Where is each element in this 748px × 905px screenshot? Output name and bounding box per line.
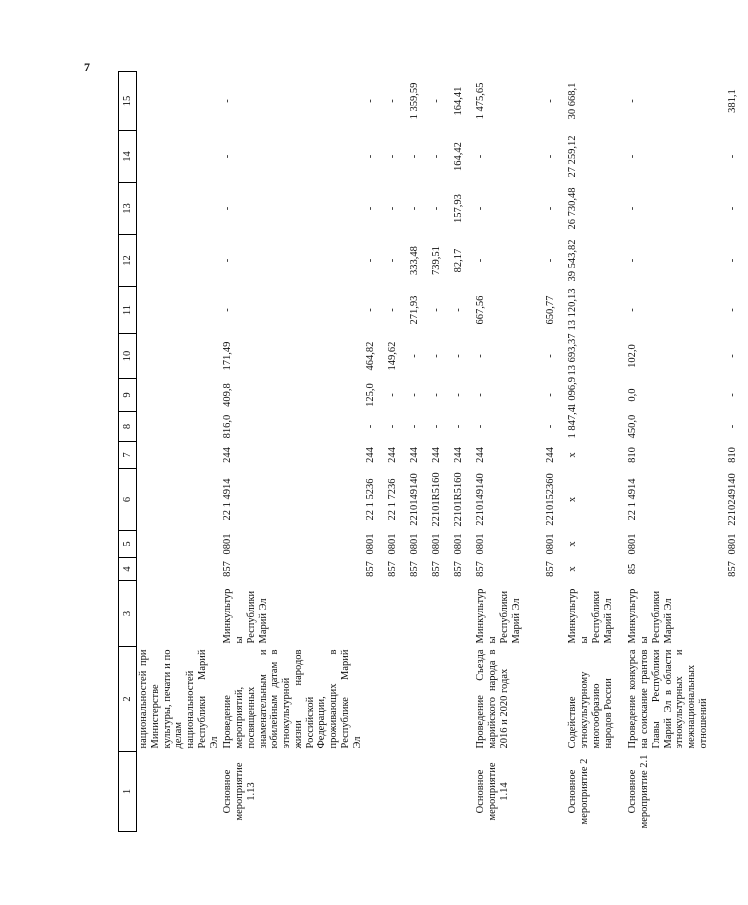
cell-col-10: -: [475, 354, 487, 358]
col-header: 8: [119, 412, 137, 442]
cell-col-9: 1 096,9: [567, 377, 579, 409]
cell-col-7: x: [567, 452, 579, 458]
cell-col-13: -: [431, 206, 443, 211]
cell-col-3: [544, 581, 566, 647]
page-number: 7: [84, 60, 90, 74]
cell-col-8: 450,0: [627, 414, 639, 439]
cell-col-3: [408, 581, 430, 647]
cell-col-2: [430, 647, 452, 752]
cell-col-7: 244: [222, 447, 234, 463]
cell-col-7: 244: [475, 447, 487, 463]
cell-col-14: 27 259,12: [567, 135, 579, 178]
cell-col-3: [430, 581, 452, 647]
cell-col-5: 0801: [627, 533, 639, 555]
cell-col-9: 409,8: [222, 383, 234, 407]
cell-col-1: [726, 752, 748, 832]
cell-col-9: [137, 379, 222, 412]
cell-col-12: 39 543,82: [567, 239, 579, 282]
cell-col-3: [452, 581, 474, 647]
cell-col-11: -: [365, 308, 377, 312]
cell-col-10: [137, 334, 222, 379]
cell-col-5: 0801: [409, 533, 421, 555]
table-row: [726, 72, 748, 832]
table-row: [544, 72, 566, 832]
cell-col-15: -: [365, 99, 377, 103]
cell-col-11: -: [387, 308, 399, 312]
cell-col-14: -: [475, 154, 487, 159]
cell-col-2: национальностей при Министерстве культуры, печати и по делам национальностей Республики Марий Эл: [138, 649, 220, 749]
cell-col-11: -: [453, 308, 465, 312]
cell-col-6: 22 1 4914: [627, 478, 639, 521]
cell-col-6: 2210149140: [475, 473, 487, 526]
cell-col-1: [137, 752, 222, 832]
cell-col-6: 2210152360: [545, 473, 557, 526]
cell-col-9: -: [453, 393, 465, 397]
cell-col-8: -: [409, 424, 421, 429]
cell-col-1: [364, 752, 386, 832]
cell-col-7: 810: [727, 447, 739, 463]
cell-col-4: 857: [222, 561, 234, 577]
cell-col-5: 0801: [475, 533, 487, 555]
table-row: [137, 72, 222, 832]
cell-col-14: -: [545, 154, 557, 159]
col-header: 7: [119, 442, 137, 469]
cell-col-11: 650,77: [545, 295, 557, 325]
cell-col-7: 244: [431, 447, 443, 463]
cell-col-15: [137, 72, 222, 131]
col-header: 10: [119, 334, 137, 379]
cell-col-13: -: [365, 206, 377, 211]
cell-col-7: 244: [409, 447, 421, 463]
cell-col-4: 85: [627, 563, 639, 575]
cell-col-12: -: [475, 258, 487, 263]
cell-col-12: -: [387, 258, 399, 263]
cell-col-7: 244: [365, 447, 377, 463]
cell-col-2: Проведение мероприятий, посвященных знаменательным и юбилейным датам в этнокультурной жизни народов Российской Федерации, проживающих в Республике Марий Эл: [222, 649, 363, 749]
cell-col-1: Основное мероприятие 2: [567, 758, 590, 825]
cell-col-5: [137, 531, 222, 558]
cell-col-8: -: [431, 424, 443, 429]
cell-col-15: 1 359,59: [409, 82, 421, 120]
cell-col-11: 13 120,13: [567, 288, 579, 331]
cell-col-11: -: [727, 308, 739, 312]
cell-col-4: 857: [545, 561, 557, 577]
cell-col-5: x: [567, 541, 579, 547]
cell-col-10: -: [545, 354, 557, 358]
col-header: 6: [119, 469, 137, 531]
cell-col-9: 125,0: [365, 383, 377, 407]
cell-col-8: 1 847,4: [567, 407, 579, 439]
cell-col-14: -: [222, 154, 234, 159]
cell-col-5: 0801: [365, 533, 377, 555]
cell-col-4: x: [567, 566, 579, 572]
col-header: 13: [119, 183, 137, 235]
cell-col-2: Содействие этнокультурному многообразию народов России: [567, 671, 614, 749]
col-header: 12: [119, 235, 137, 287]
cell-col-14: -: [727, 154, 739, 159]
table-row: [452, 72, 474, 832]
col-header: 4: [119, 558, 137, 581]
table-row: [408, 72, 430, 832]
cell-col-4: 857: [387, 561, 399, 577]
col-header: 11: [119, 287, 137, 334]
table-row: [221, 72, 364, 832]
cell-col-3: [137, 581, 222, 647]
cell-col-12: 739,51: [431, 246, 443, 275]
cell-col-3: [386, 581, 408, 647]
cell-col-12: -: [545, 258, 557, 263]
col-header: 14: [119, 131, 137, 183]
cell-col-13: -: [727, 206, 739, 211]
cell-col-10: 171,49: [222, 341, 234, 371]
cell-col-9: 0,0: [627, 388, 639, 402]
cell-col-6: 22101R5160: [431, 472, 443, 527]
cell-col-11: 271,93: [409, 295, 421, 325]
cell-col-3: Минкультуры Республики Марий Эл: [627, 588, 674, 644]
cell-col-2: Проведение Съезда марийского народа в 2016 и 2020 годах: [475, 649, 510, 749]
cell-col-6: 22101R5160: [453, 472, 465, 527]
cell-col-9: -: [545, 393, 557, 397]
cell-col-4: 857: [475, 561, 487, 577]
cell-col-9: -: [475, 393, 487, 397]
cell-col-8: [137, 412, 222, 442]
cell-col-10: -: [453, 354, 465, 358]
cell-col-11: -: [431, 308, 443, 312]
cell-col-13: 26 730,48: [567, 187, 579, 230]
col-header: 5: [119, 531, 137, 558]
cell-col-9: -: [431, 393, 443, 397]
cell-col-3: [364, 581, 386, 647]
cell-col-14: 164,42: [453, 142, 465, 171]
cell-col-11: -: [222, 308, 234, 312]
cell-col-11: 667,56: [475, 295, 487, 325]
cell-col-1: [544, 752, 566, 832]
cell-col-15: -: [545, 99, 557, 103]
table-row: [430, 72, 452, 832]
col-header: 3: [119, 581, 137, 647]
cell-col-13: -: [627, 206, 639, 211]
cell-col-9: -: [387, 393, 399, 397]
cell-col-2: [452, 647, 474, 752]
cell-col-15: 30 668,1: [567, 82, 579, 120]
cell-col-4: 857: [431, 561, 443, 577]
cell-col-4: 857: [409, 561, 421, 577]
cell-col-1: Основное мероприятие 1.13: [222, 762, 257, 821]
cell-col-2: [408, 647, 430, 752]
cell-col-2: Проведение конкурса на соискание грантов Главы Республики Марий Эл в области этнокультурных и межнациональных отношений: [627, 649, 709, 749]
cell-col-15: -: [431, 99, 443, 103]
table-row: [474, 72, 544, 832]
cell-col-5: 0801: [545, 533, 557, 555]
cell-col-10: 464,82: [365, 341, 377, 371]
cell-col-6: 22 1 7236: [387, 478, 399, 521]
cell-col-3: Минкультуры Республики Марий Эл: [567, 588, 614, 644]
cell-col-6: 2210149140: [409, 473, 421, 526]
cell-col-4: 857: [727, 561, 739, 577]
cell-col-13: -: [409, 206, 421, 211]
cell-col-5: 0801: [431, 533, 443, 555]
cell-col-14: -: [409, 154, 421, 159]
cell-col-8: 816,0: [222, 414, 234, 439]
cell-col-12: -: [627, 258, 639, 263]
cell-col-8: -: [453, 424, 465, 429]
cell-col-7: 810: [627, 447, 639, 463]
table-row: [566, 72, 626, 832]
cell-col-7: [137, 442, 222, 469]
cell-col-4: [137, 558, 222, 581]
cell-col-13: -: [545, 206, 557, 211]
cell-col-14: -: [627, 154, 639, 159]
cell-col-8: -: [365, 424, 377, 429]
cell-col-2: [726, 647, 748, 752]
cell-col-7: 244: [387, 447, 399, 463]
cell-col-4: 857: [365, 561, 377, 577]
cell-col-14: -: [431, 154, 443, 159]
cell-col-10: -: [727, 354, 739, 358]
cell-col-12: 82,17: [453, 248, 465, 273]
cell-col-10: -: [431, 354, 443, 358]
cell-col-12: -: [365, 258, 377, 263]
cell-col-12: [137, 235, 222, 287]
cell-col-12: -: [222, 258, 234, 263]
cell-col-2: [386, 647, 408, 752]
cell-col-6: 2210249140: [727, 473, 739, 526]
cell-col-3: [726, 581, 748, 647]
col-header: 2: [119, 647, 137, 752]
col-header: 15: [119, 72, 137, 131]
cell-col-1: [386, 752, 408, 832]
cell-col-15: 164,41: [453, 86, 465, 116]
cell-col-7: 244: [453, 447, 465, 463]
table-row: [386, 72, 408, 832]
cell-col-14: -: [365, 154, 377, 159]
cell-col-10: 149,62: [387, 341, 399, 371]
cell-col-15: -: [387, 99, 399, 103]
cell-col-6: x: [567, 496, 579, 503]
cell-col-13: 157,93: [453, 194, 465, 223]
cell-col-10: -: [409, 354, 421, 358]
cell-col-8: -: [387, 424, 399, 429]
cell-col-10: 13 693,37: [567, 333, 579, 376]
cell-col-2: [364, 647, 386, 752]
cell-col-1: [452, 752, 474, 832]
cell-col-5: 0801: [387, 533, 399, 555]
cell-col-9: -: [727, 393, 739, 397]
cell-col-12: 333,48: [409, 246, 421, 275]
cell-col-8: -: [475, 424, 487, 429]
cell-col-9: -: [409, 393, 421, 397]
cell-col-13: -: [222, 206, 234, 211]
cell-col-13: -: [475, 206, 487, 211]
header-row: [119, 72, 137, 832]
cell-col-1: [408, 752, 430, 832]
col-header: 1: [119, 752, 137, 832]
cell-col-5: 0801: [727, 533, 739, 555]
cell-col-13: [137, 183, 222, 235]
cell-col-6: 22 1 4914: [222, 478, 234, 521]
cell-col-1: Основное мероприятие 2.1: [627, 754, 650, 829]
budget-table: [118, 71, 748, 832]
cell-col-14: [137, 131, 222, 183]
cell-col-11: [137, 287, 222, 334]
rotated-table-wrapper: [118, 72, 739, 832]
cell-col-6: 22 1 5236: [365, 478, 377, 521]
cell-col-8: -: [727, 424, 739, 429]
cell-col-15: -: [222, 99, 234, 103]
cell-col-13: -: [387, 206, 399, 211]
cell-col-15: 1 475,65: [475, 82, 487, 120]
cell-col-8: -: [545, 424, 557, 429]
cell-col-1: [430, 752, 452, 832]
cell-col-3: Минкультуры Республики Марий Эл: [222, 588, 269, 644]
cell-col-12: -: [727, 258, 739, 263]
cell-col-2: [544, 647, 566, 752]
cell-col-6: [137, 469, 222, 531]
cell-col-5: 0801: [222, 533, 234, 555]
cell-col-10: 102,0: [627, 344, 639, 368]
cell-col-11: -: [627, 308, 639, 312]
cell-col-3: Минкультуры Республики Марий Эл: [475, 588, 522, 644]
cell-col-5: 0801: [453, 533, 465, 555]
cell-col-7: 244: [545, 447, 557, 463]
cell-col-1: Основное мероприятие 1.14: [475, 762, 510, 821]
col-header: 9: [119, 379, 137, 412]
cell-col-4: 857: [453, 561, 465, 577]
table-row: [626, 72, 726, 832]
cell-col-15: -: [627, 99, 639, 103]
cell-col-14: -: [387, 154, 399, 159]
cell-col-15: 381,1: [727, 89, 739, 113]
table-row: [364, 72, 386, 832]
